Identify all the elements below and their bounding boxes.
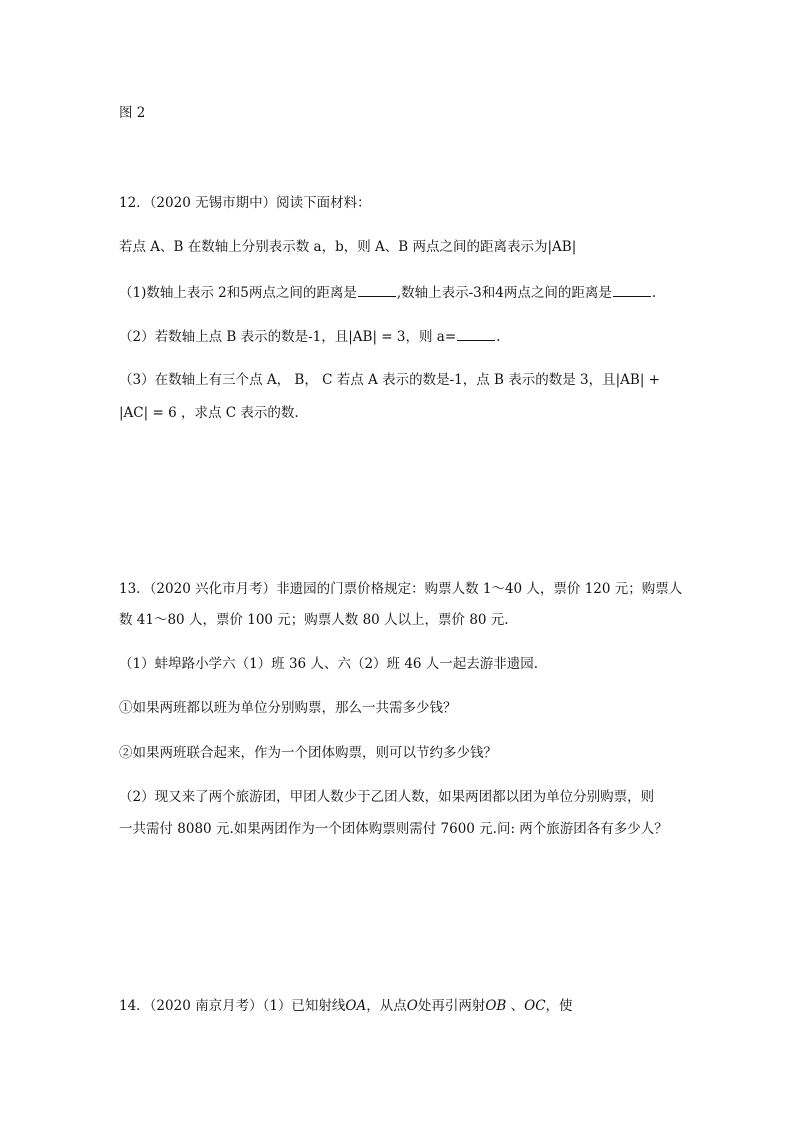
q13-part2-line2: 一共需付 8080 元.如果两团作为一个团体购票则需付 7600 元.问: 两个旅游团各有多少人？ — [119, 821, 668, 837]
q12-intro: 若点 A、B 在数轴上分别表示数 a，b，则 A、B 两点之间的距离表示为|AB| — [119, 239, 577, 255]
q12-part2-text: （2）若数轴上点 B 表示的数是-1，且|AB| = 3，则 a= — [119, 329, 457, 345]
q12-part2-end: . — [496, 329, 501, 345]
q13-part1-ii: ②如果两班联合起来，作为一个团体购票，则可以节约多少钱？ — [119, 745, 497, 761]
q14-line1 — [119, 997, 573, 1015]
q12-part1-text-b: ,数轴上表示-3和4两点之间的距离是 — [396, 285, 612, 301]
math-o: O — [406, 998, 418, 1014]
q14-prefix: 14．（2020 南京月考）（1）已知射线 — [119, 998, 346, 1014]
q12-part2 — [119, 327, 500, 346]
q13-part1-i: ①如果两班都以班为单位分别购票，那么一共需多少钱？ — [119, 700, 457, 716]
q13-part1: （1）蚌埠路小学六（1）班 36 人、六（2）班 46 人一起去游非遗园. — [119, 656, 539, 672]
math-oa: OA — [345, 998, 367, 1014]
math-ob: OB — [485, 998, 507, 1014]
q12-part3-line2: |AC| = 6 ，求点 C 表示的数. — [119, 405, 299, 421]
answer-blank[interactable] — [457, 327, 495, 341]
answer-blank[interactable] — [358, 283, 396, 297]
math-oc: OC — [524, 998, 546, 1014]
answer-blank[interactable] — [613, 283, 651, 297]
q12-part1 — [119, 283, 656, 302]
figure-caption: 图 2 — [119, 105, 146, 121]
q14-mid1: ，从点 — [366, 998, 407, 1014]
q12-part1-end: . — [651, 285, 657, 301]
q13-part2-line1: （2）现又来了两个旅游团，甲团人数少于乙团人数，如果两团都以团为单位分别购票，则 — [119, 789, 655, 805]
q14-mid2: 处再引两射 — [417, 998, 486, 1014]
q13-line2: 数 41～80 人，票价 100 元；购票人数 80 人以上，票价 80 元. — [119, 612, 509, 628]
q12-part1-text-a: （1)数轴上表示 2和5两点之间的距离是 — [119, 285, 357, 301]
q13-line1: 13．（2020 兴化市月考）非遗园的门票价格规定：购票人数 1～40 人，票价 120 元；购票人 — [119, 581, 683, 597]
q12-title: 12．（2020 无锡市期中）阅读下面材料： — [119, 195, 371, 211]
q12-part3-line1: （3）在数轴上有三个点 A， B， C 若点 A 表示的数是-1，点 B 表示的数是 3，且|AB| + — [119, 372, 660, 388]
q14-sep: 、 — [506, 998, 525, 1014]
q14-suffix: ，使 — [545, 998, 573, 1014]
